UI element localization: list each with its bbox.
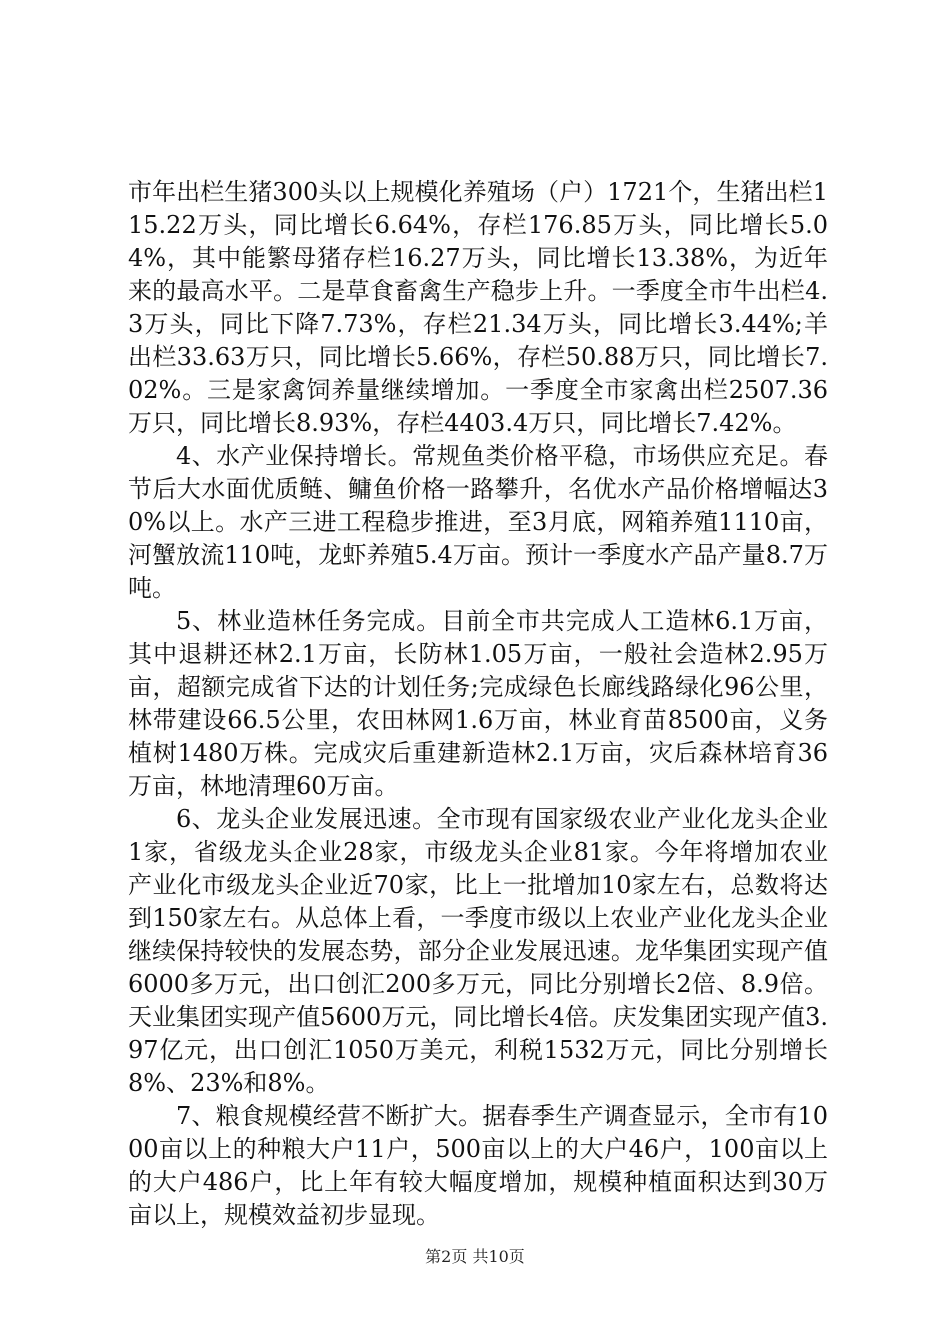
paragraph-forestry: 5、林业造林任务完成。目前全市共完成人工造林6.1万亩，其中退耕还林2.1万亩，长防林1.05万亩，一般社会造林2.95万亩，超额完成省下达的计划任务;完成绿色长廊线路绿化96公里，林带建设66.5公里，农田林网1.6万亩，林业育苗8500亩，义务植树1480万株。完成灾后重建新造林2.1万亩，灾后森林培育36万亩，林地清理60万亩。 — [128, 607, 828, 800]
document-body — [128, 176, 828, 1232]
paragraph-grain-scale: 7、粮食规模经营不断扩大。据春季生产调查显示，全市有1000亩以上的种粮大户11户，500亩以上的大户46户，100亩以上的大户486户，比上年有较大幅度增加，规模种植面积达到30万亩以上，规模效益初步显现。 — [128, 1102, 828, 1229]
page-number-footer: 第2页 共10页 — [425, 1247, 525, 1266]
paragraph-aquaculture: 4、水产业保持增长。常规鱼类价格平稳，市场供应充足。春节后大水面优质鲢、鳙鱼价格一路攀升，名优水产品价格增幅达30%以上。水产三进工程稳步推进，至3月底，网箱养殖1110亩，河蟹放流110吨，龙虾养殖5.4万亩。预计一季度水产品产量8.7万吨。 — [128, 442, 828, 602]
paragraph-livestock: 市年出栏生猪300头以上规模化养殖场（户）1721个，生猪出栏115.22万头，同比增长6.64%，存栏176.85万头，同比增长5.04%，其中能繁母猪存栏16.27万头，同比增长13.38%，为近年来的最高水平。二是草食畜禽生产稳步上升。一季度全市牛出栏4.3万头，同比下降7.73%，存栏21.34万头，同比增长3.44%;羊出栏33.63万只，同比增长5.66%，存栏50.88万只，同比增长7.02%。三是家禽饲养量继续增加。一季度全市家禽出栏2507.36万只，同比增长8.93%，存栏4403.4万只，同比增长7.42%。 — [128, 178, 828, 437]
paragraph-leading-enterprises: 6、龙头企业发展迅速。全市现有国家级农业产业化龙头企业1家，省级龙头企业28家，市级龙头企业81家。今年将增加农业产业化市级龙头企业近70家，比上一批增加10家左右，总数将达到150家左右。从总体上看，一季度市级以上农业产业化龙头企业继续保持较快的发展态势，部分企业发展迅速。龙华集团实现产值6000多万元，出口创汇200多万元，同比分别增长2倍、8.9倍。天业集团实现产值5600万元，同比增长4倍。庆发集团实现产值3.97亿元，出口创汇1050万美元，利税1532万元，同比分别增长8%、23%和8%。 — [128, 805, 828, 1097]
